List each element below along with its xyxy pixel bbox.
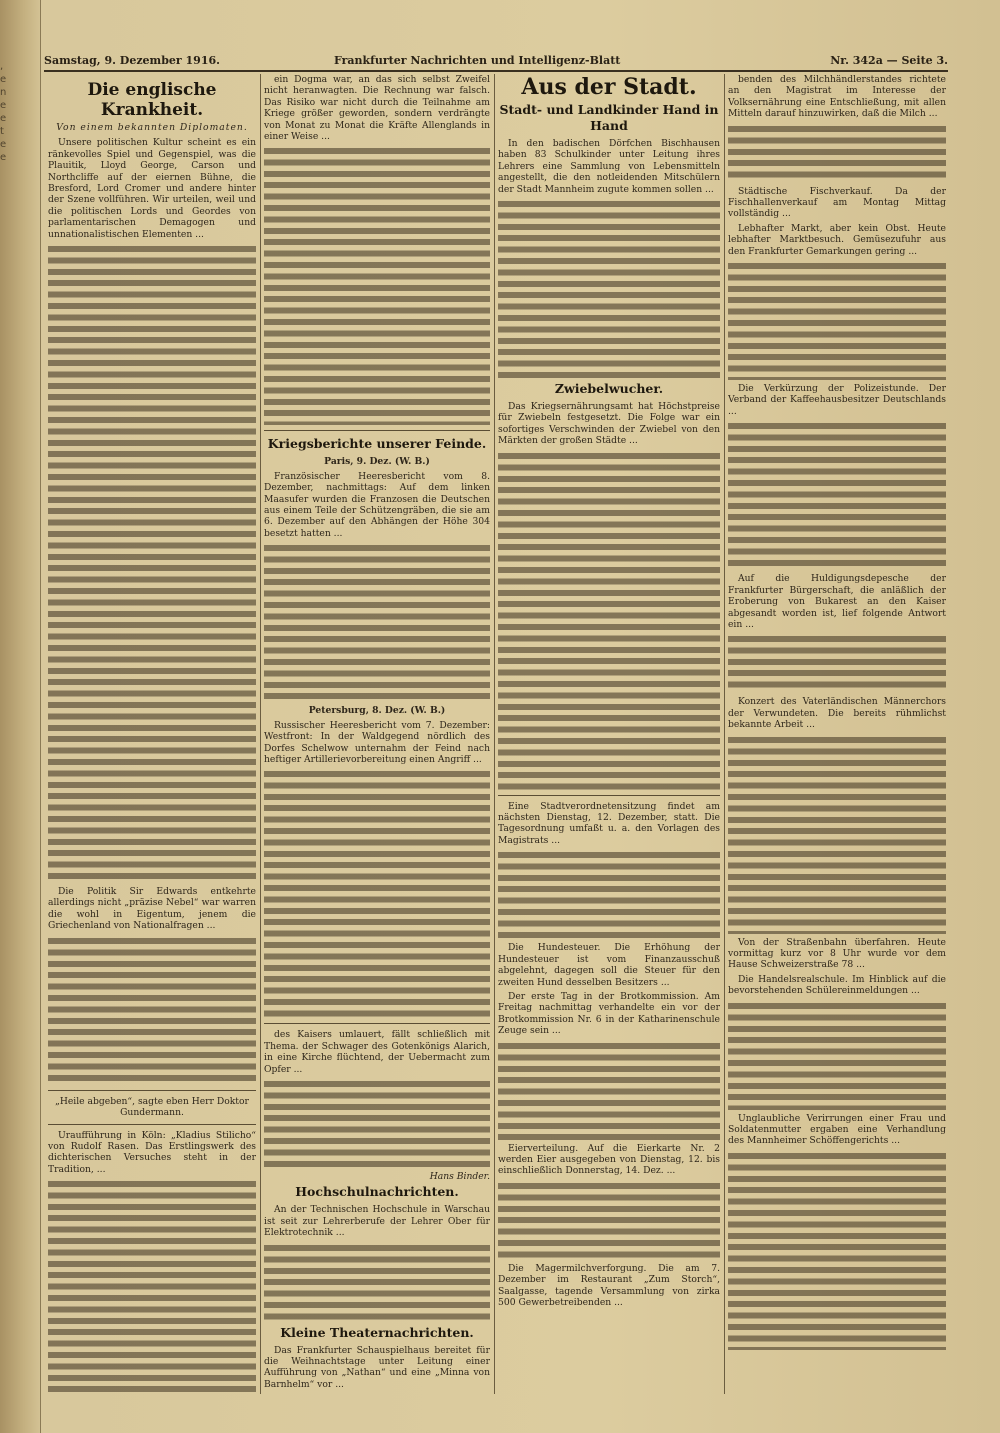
article-paragraph: Lebhafter Markt, aber kein Obst. Heute lebhafter Marktbesuch. Gemüsezufuhr aus den Frankfurter Gemarkungen gering ... xyxy=(728,222,946,257)
article-paragraph: Auf die Huldigungsdepesche der Frankfurter Bürgerschaft, die anläßlich der Eroberung von Bukarest an den Kaiser abgesandt worden ist, lief folgende Antwort ein ... xyxy=(728,573,946,630)
article-body-filler xyxy=(498,1180,720,1260)
article-body-filler xyxy=(264,768,490,1018)
article-paragraph: Unglaubliche Verirrungen einer Frau und Soldatenmutter ergaben eine Verhandlung des Mannheimer Schöffengerichts ... xyxy=(728,1112,946,1147)
divider xyxy=(48,1124,256,1125)
divider xyxy=(264,1023,490,1024)
article-paragraph: Der erste Tag in der Brotkommission. Am Freitag nachmittag verhandelte ein vor der Brotkommission Nr. 6 in der Katharinenschule Zeuge sein ... xyxy=(498,990,720,1037)
article-paragraph: Das Frankfurter Schauspielhaus bereitet für die Weihnachtstage unter Leitung einer Aufführung von „Nathan“ und eine „Minna von Barnhelm“ vor ... xyxy=(264,1344,490,1390)
article-paragraph: Die Handelsrealschule. Im Hinblick auf die bevorstehenden Schülereinmeldungen ... xyxy=(728,973,946,997)
article-body-filler xyxy=(728,734,946,934)
article-paragraph: Die Verkürzung der Polizeistunde. Der Verband der Kaffeehausbesitzer Deutschlands ... xyxy=(728,383,946,417)
article-body-filler xyxy=(498,1040,720,1140)
article-paragraph: Die Magermilchverforgung. Die am 7. Dezember im Restaurant „Zum Storch“, Saalgasse, tagende Versammlung von zirka 500 Gewerbetreibenden ... xyxy=(498,1262,720,1308)
column-4 xyxy=(728,74,946,1394)
column-rule xyxy=(260,74,261,1394)
dateline: Paris, 9. Dez. (W. B.) xyxy=(324,456,430,468)
column-1 xyxy=(48,74,256,1394)
article-body-filler xyxy=(264,1242,490,1322)
article-body-filler xyxy=(728,633,946,693)
article-body-filler xyxy=(48,1178,256,1394)
divider xyxy=(264,430,490,431)
dateline: Petersburg, 8. Dez. (W. B.) xyxy=(308,705,446,717)
article-paragraph: Uraufführung in Köln: „Kladius Stilicho“ von Rudolf Rasen. Das Erstlingswerk des dichterischen Versuches steht in der Tradition, ... xyxy=(48,1129,256,1175)
article-paragraph: benden des Milchhändlerstandes richtete an den Magistrat im Interesse der Volksernährung eine Entschließung, mit allen Mitteln darauf hinzuwirken, daß die Milch ... xyxy=(728,74,946,120)
article-paragraph: Unsere politischen Kultur scheint es ein ränkevolles Spiel und Gegenspiel, was die Plauitik, Lloyd George, Carson und Northcliffe auf der eiernen Bühne, die Bresford, Lord Cromer und andere hinter der Szene vollführen. Wir urteilen, weil und die politischen Lords und Geordes von parlamentarischen Demagogen und unnationalistischen Elementen ... xyxy=(48,137,256,240)
column-rule xyxy=(494,74,495,1394)
article-paragraph: Russischer Heeresbericht vom 7. Dezember: Westfront: In der Waldgegend nördlich des Dorfes Schelwow unternahm der Feind nach heftiger Artillerievorbereitung einen Angriff ... xyxy=(264,719,490,765)
article-title: Hochschulnachrichten. xyxy=(295,1184,459,1200)
article-paragraph: Eine Stadtverordnetensitzung findet am nächsten Dienstag, 12. Dezember, statt. Die Tagesordnung umfaßt u. a. den Vorlagen des Magistrats ... xyxy=(498,800,720,846)
adjacent-page-fragment: , e n e e t e e xyxy=(0,61,7,163)
article-paragraph: Die Hundesteuer. Die Erhöhung der Hundesteuer ist vom Finanzausschuß abgelehnt, dagegen soll die Steuer für den zweiten Hund desselben Besitzers ... xyxy=(498,942,720,988)
article-paragraph: Das Kriegsernährungsamt hat Höchstpreise für Zwiebeln festgesetzt. Die Folge war ein sofortiges Verschwinden der Zwiebel von den Märkten der großen Städte ... xyxy=(498,401,720,447)
article-paragraph: Französischer Heeresbericht vom 8. Dezember, nachmittags: Auf dem linken Maasufer wurden die Franzosen die Deutschen aus einem Teile der Schützengräben, die sie am 6. Dezember auf den Abhängen der Höhe 304 besetzt hatten ... xyxy=(264,470,490,539)
divider xyxy=(498,795,720,796)
header-masthead: Frankfurter Nachrichten und Intelligenz-Blatt xyxy=(334,54,621,67)
section-title: Aus der Stadt. xyxy=(521,74,697,100)
article-title: Zwiebelwucher. xyxy=(554,381,664,397)
article-paragraph: In den badischen Dörfchen Bischhausen haben 83 Schulkinder unter Leitung ihres Lehrers eine Sammlung von Lebensmitteln angestellt, die den notleidenden Mitschülern der Stadt Mannheim zugute kommen sollen ... xyxy=(498,138,720,195)
header-date: Samstag, 9. Dezember 1916. xyxy=(44,54,220,67)
article-body-filler xyxy=(264,1078,490,1168)
article-body-filler xyxy=(728,260,946,380)
article-byline: Von einem bekannten Diplomaten. xyxy=(56,122,248,133)
article-paragraph: ein Dogma war, an das sich selbst Zweifel nicht heranwagten. Die Rechnung war falsch. Das Risiko war nicht durch die Teilnahme am Kriege größer geworden, sondern verdrängte von Monat zu Monat die Kräfte Allenglands in einer Weise ... xyxy=(264,74,490,143)
article-paragraph: Städtische Fischverkauf. Da der Fischhallenverkauf am Montag Mittag vollständig ... xyxy=(728,185,946,220)
article-body-filler xyxy=(498,450,720,790)
article-body-filler xyxy=(264,1393,490,1394)
article-body-filler xyxy=(728,1150,946,1350)
article-body-filler xyxy=(728,1000,946,1110)
article-paragraph: Die Politik Sir Edwards entkehrte allerdings nicht „präzise Nebel“ war warren die wohl in Eigentum, jenem die Griechenland von Nationalfragen ... xyxy=(48,886,256,932)
article-paragraph: Konzert des Vaterländischen Männerchors der Verwundeten. Die bereits rühmlichst bekannte Arbeit ... xyxy=(728,696,946,731)
article-title: Kleine Theaternachrichten. xyxy=(280,1324,474,1340)
article-paragraph: An der Technischen Hochschule in Warschau ist seit zur Lehrerberufe der Lehrer Ober für Elektrotechnik ... xyxy=(264,1204,490,1239)
article-body-filler xyxy=(728,420,946,570)
page-header xyxy=(44,54,948,72)
article-body-filler xyxy=(48,243,256,883)
article-quote: „Heile abgeben“, sagte eben Herr Doktor Gundermann. xyxy=(55,1095,249,1119)
article-body-filler xyxy=(264,542,490,702)
column-2 xyxy=(264,74,490,1394)
article-body-filler xyxy=(264,145,490,425)
divider xyxy=(48,1090,256,1091)
article-title: Kriegsberichte unserer Feinde. xyxy=(267,436,487,452)
column-rule xyxy=(724,74,725,1394)
article-body-filler xyxy=(48,935,256,1085)
header-issue-page: Nr. 342a — Seite 3. xyxy=(830,54,948,67)
signature: Hans Binder. xyxy=(429,1170,490,1182)
article-paragraph: Von der Straßenbahn überfahren. Heute vormittag kurz vor 8 Uhr wurde vor dem Hause Schweizerstraße 78 ... xyxy=(728,936,946,971)
column-3 xyxy=(498,74,720,1394)
article-title: Die englische Krankheit. xyxy=(87,80,217,120)
article-body-filler xyxy=(498,849,720,939)
article-body-filler xyxy=(728,123,946,183)
article-title: Stadt- und Landkinder Hand in Hand xyxy=(499,102,719,133)
article-paragraph: des Kaisers umlauert, fällt schließlich mit Thema. der Schwager des Gotenkönigs Alarich, in eine Kirche flüchtend, der Uebermacht zum Opfer ... xyxy=(264,1029,490,1075)
article-paragraph: Eierverteilung. Auf die Eierkarte Nr. 2 werden Eier ausgegeben von Dienstag, 12. bis einschließlich Donnerstag, 14. Dez. ... xyxy=(498,1142,720,1177)
article-body-filler xyxy=(498,198,720,378)
